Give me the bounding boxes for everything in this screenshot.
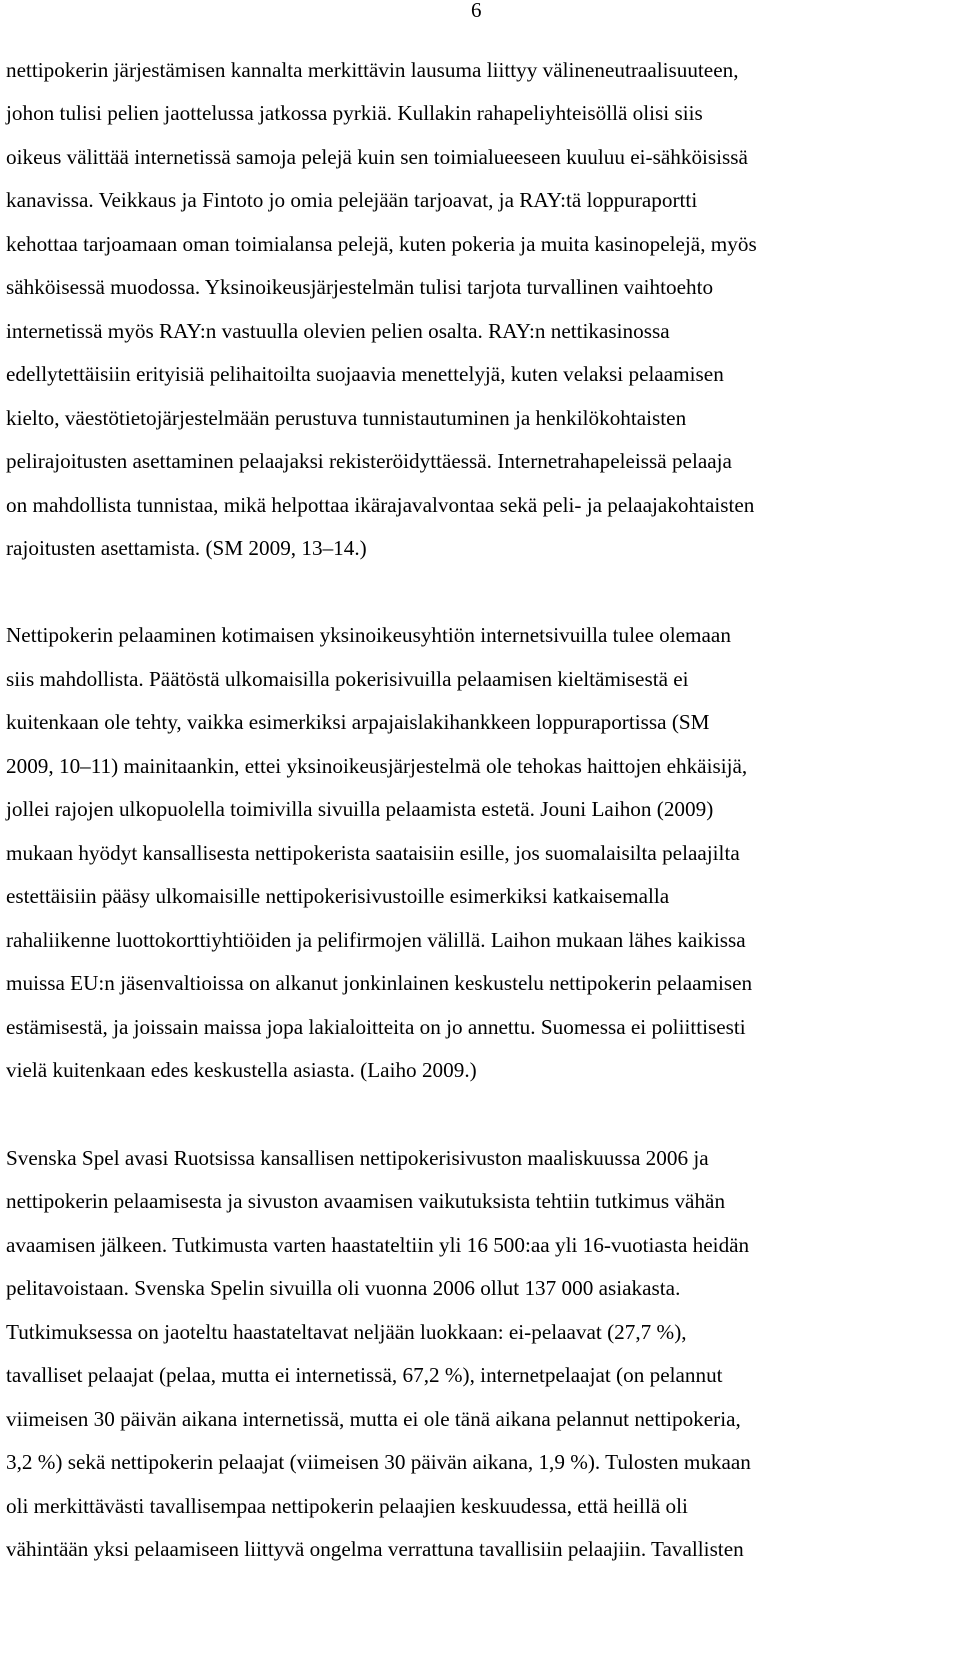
text-line: internetissä myös RAY:n vastuulla olevien pelien osalta. RAY:n nettikasinossa — [6, 319, 670, 343]
text-line: muissa EU:n jäsenvaltioissa on alkanut jonkinlainen keskustelu nettipokerin pelaamisen — [6, 971, 753, 995]
text-line: sähköisessä muodossa. Yksinoikeusjärjestelmän tulisi tarjota turvallinen vaihtoehto — [6, 275, 714, 299]
text-line: pelirajoitusten asettaminen pelaajaksi rekisteröidyttäessä. Internetrahapeleissä pelaaja — [6, 449, 732, 473]
text-line: viimeisen 30 päivän aikana internetissä, mutta ei ole tänä aikana pelannut nettipokeria, — [6, 1407, 741, 1431]
text-line: rajoitusten asettamista. (SM 2009, 13–14.) — [6, 536, 367, 560]
text-line: rahaliikenne luottokorttiyhtiöiden ja pelifirmojen välillä. Laihon mukaan lähes kaikissa — [6, 928, 746, 952]
page-number: 6 — [471, 0, 482, 22]
text-line: estettäisiin pääsy ulkomaisille nettipokerisivustoille esimerkiksi katkaisemalla — [6, 884, 670, 908]
text-line: edellytettäisiin erityisiä pelihaitoilta suojaavia menettelyjä, kuten velaksi pelaamisen — [6, 362, 724, 386]
text-line: on mahdollista tunnistaa, mikä helpottaa ikärajavalvontaa sekä peli- ja pelaajakohtaisten — [6, 493, 755, 517]
text-line: kielto, väestötietojärjestelmään perustuva tunnistautuminen ja henkilökohtaisten — [6, 406, 687, 430]
text-line: kanavissa. Veikkaus ja Fintoto jo omia pelejään tarjoavat, ja RAY:tä loppuraportti — [6, 188, 698, 212]
text-line: kuitenkaan ole tehty, vaikka esimerkiksi arpajaislakihankkeen loppuraportissa (SM — [6, 710, 710, 734]
text-line: nettipokerin pelaamisesta ja sivuston avaamisen vaikutuksista tehtiin tutkimus vähän — [6, 1189, 726, 1213]
text-line: kehottaa tarjoamaan oman toimialansa pelejä, kuten pokeria ja muita kasinopelejä, myös — [6, 232, 757, 256]
text-line: johon tulisi pelien jaottelussa jatkossa pyrkiä. Kullakin rahapeliyhteisöllä olisi siis — [6, 101, 703, 125]
text-line: Svenska Spel avasi Ruotsissa kansallisen nettipokerisivuston maaliskuussa 2006 ja — [6, 1146, 709, 1170]
text-line: pelitavoistaan. Svenska Spelin sivuilla oli vuonna 2006 ollut 137 000 asiakasta. — [6, 1276, 681, 1300]
text-line: vähintään yksi pelaamiseen liittyvä ongelma verrattuna tavallisiin pelaajiin. Tavallisten — [6, 1537, 744, 1561]
text-line: mukaan hyödyt kansallisesta nettipokerista saataisiin esille, jos suomalaisilta pelaajilta — [6, 841, 740, 865]
text-line: tavalliset pelaajat (pelaa, mutta ei internetissä, 67,2 %), internetpelaajat (on pelannut — [6, 1363, 723, 1387]
text-line: nettipokerin järjestämisen kannalta merkittävin lausuma liittyy välineneutraalisuuteen, — [6, 58, 739, 82]
text-line: avaamisen jälkeen. Tutkimusta varten haastateltiin yli 16 500:aa yli 16-vuotiasta heidän — [6, 1233, 750, 1257]
text-line: 3,2 %) sekä nettipokerin pelaajat (viimeisen 30 päivän aikana, 1,9 %). Tulosten mukaan — [6, 1450, 751, 1474]
text-line: Nettipokerin pelaaminen kotimaisen yksinoikeusyhtiön internetsivuilla tulee olemaan — [6, 623, 731, 647]
text-line: estämisestä, ja joissain maissa jopa lakialoitteita on jo annettu. Suomessa ei poliittisesti — [6, 1015, 746, 1039]
text-line: oli merkittävästi tavallisempaa nettipokerin pelaajien keskuudessa, että heillä oli — [6, 1494, 688, 1518]
text-line: jollei rajojen ulkopuolella toimivilla sivuilla pelaamista estetä. Jouni Laihon (2009) — [6, 797, 714, 821]
text-line: 2009, 10–11) mainitaankin, ettei yksinoikeusjärjestelmä ole tehokas haittojen ehkäisijä, — [6, 754, 748, 778]
text-line: siis mahdollista. Päätöstä ulkomaisilla pokerisivuilla pelaamisen kieltämisestä ei — [6, 667, 689, 691]
text-line: vielä kuitenkaan edes keskustella asiasta. (Laiho 2009.) — [6, 1058, 477, 1082]
text-line: Tutkimuksessa on jaoteltu haastateltavat neljään luokkaan: ei-pelaavat (27,7 %), — [6, 1320, 687, 1344]
text-line: oikeus välittää internetissä samoja pelejä kuin sen toimialueeseen kuuluu ei-sähköisissä — [6, 145, 748, 169]
